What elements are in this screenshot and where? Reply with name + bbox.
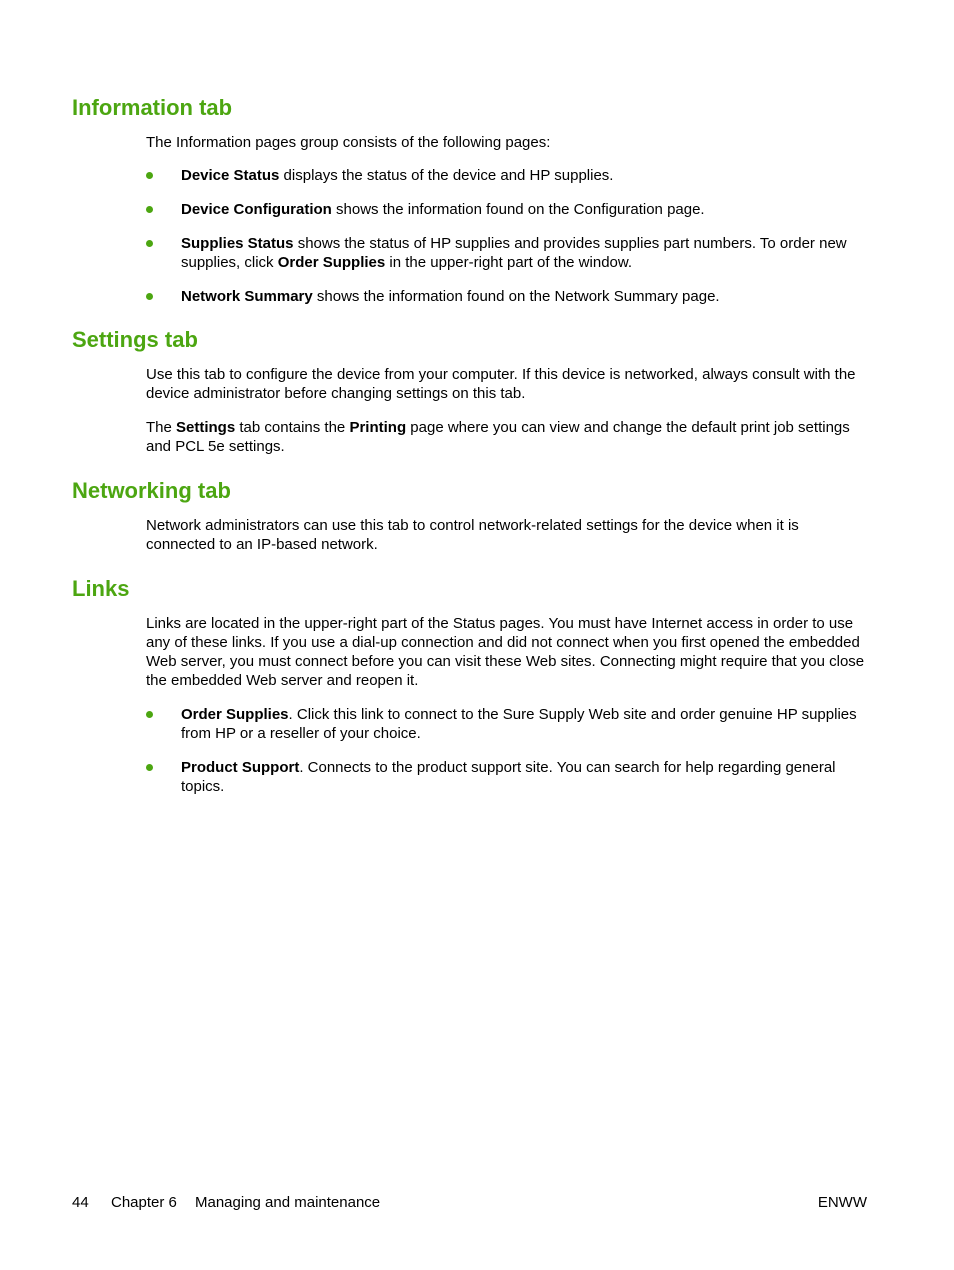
item-description: shows the information found on the Configuration page. <box>331 201 705 218</box>
chapter-title: Managing and maintenance <box>195 1194 381 1211</box>
settings-paragraph-2 <box>146 418 871 456</box>
term-order-supplies: Order Supplies <box>181 706 289 723</box>
bullet-icon <box>146 206 153 213</box>
chapter-label: Chapter 6 <box>111 1194 177 1211</box>
information-intro: The Information pages group consists of the following pages: <box>146 134 551 151</box>
term-settings: Settings <box>176 419 236 436</box>
links-paragraph: Links are located in the upper-right part of the Status pages. You must have Internet access in order to use any of these links. If you use a dial-up connection and did not connect when you first opened the embedded Web server, you must connect before you can visit these Web sites. Connecting might require that you close the embedded Web server and reopen it. <box>146 615 865 689</box>
list-item-text <box>181 234 871 272</box>
item-description: . Connects to the product support site. You can search for help regarding general topics. <box>181 759 836 795</box>
locale-code: ENWW <box>817 1194 867 1211</box>
networking-tab-heading: Networking tab <box>72 478 231 503</box>
term-device-configuration: Device Configuration <box>181 201 332 218</box>
item-description: . Click this link to connect to the Sure Supply Web site and order genuine HP supplies from HP or a reseller of your choice. <box>181 706 857 742</box>
text-run: page where you can view and change the default print job settings and PCL 5e settings. <box>146 419 850 455</box>
bullet-icon <box>146 240 153 247</box>
list-item-text <box>181 166 871 185</box>
bullet-icon <box>146 172 153 179</box>
item-description: displays the status of the device and HP supplies. <box>279 167 614 184</box>
bullet-icon <box>146 711 153 718</box>
text-run: The <box>146 419 177 436</box>
term-order-supplies: Order Supplies <box>277 254 386 271</box>
bullet-icon <box>146 293 153 300</box>
list-item-text <box>181 287 871 306</box>
term-product-support: Product Support <box>181 759 300 776</box>
list-item-text <box>181 705 871 743</box>
term-supplies-status: Supplies Status <box>181 235 294 252</box>
item-description: shows the status of HP supplies and provides supplies part numbers. To order new supplies, click <box>181 235 847 271</box>
item-description: shows the information found on the Network Summary page. <box>312 288 720 305</box>
bullet-icon <box>146 764 153 771</box>
settings-tab-heading: Settings tab <box>72 327 198 352</box>
settings-paragraph-1: Use this tab to configure the device from your computer. If this device is networked, always consult with the device administrator before changing settings on this tab. <box>146 366 856 402</box>
links-heading: Links <box>72 576 130 601</box>
information-tab-heading: Information tab <box>72 95 233 120</box>
text-run: tab contains the <box>235 419 350 436</box>
term-printing: Printing <box>349 419 407 436</box>
term-device-status: Device Status <box>181 167 280 184</box>
item-description: in the upper-right part of the window. <box>385 254 633 271</box>
networking-paragraph: Network administrators can use this tab to control network-related settings for the device when it is connected to an IP-based network. <box>146 517 799 553</box>
list-item-text <box>181 200 871 219</box>
list-item-text <box>181 758 871 796</box>
page-number: 44 <box>72 1194 89 1211</box>
term-network-summary: Network Summary <box>181 288 313 305</box>
